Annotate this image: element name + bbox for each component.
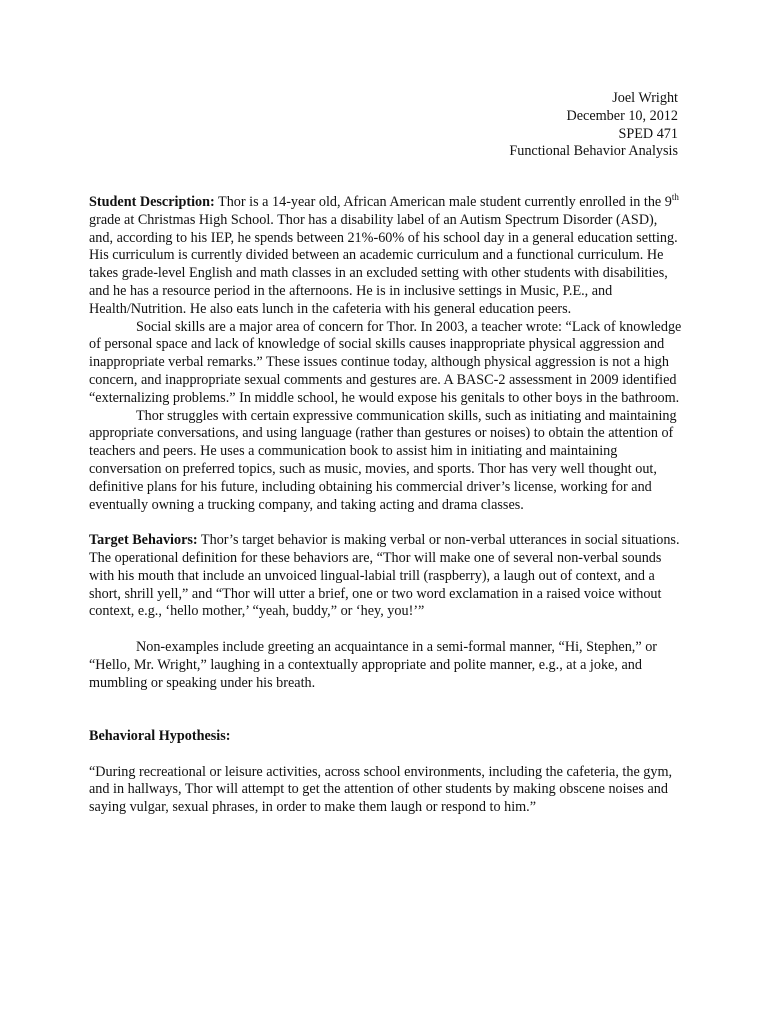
document-body [89, 194, 683, 817]
non-examples-paragraph: Non-examples include greeting an acquaintance in a semi-formal manner, “Hi, Stephen,” or “Hello, Mr. Wright,” laughing in a contextually appropriate and polite manner, e.g., at a joke, and mumbling or speaking under his breath. [89, 638, 658, 691]
course-code: SPED 471 [618, 125, 678, 142]
social-skills-paragraph: Social skills are a major area of concern for Thor. In 2003, a teacher wrote: “Lack of knowledge of personal space and lack of knowledge of social skills causes inappropriate physical aggression and inappropriate verbal remarks.” These issues continue today, although physical aggression is not a high concern, and inappropriate sexual comments and gestures are. A BASC-2 assessment in 2009 identified “externalizing problems.” In middle school, he would expose his genitals to other boys in the bathroom. [89, 318, 682, 406]
document-title: Functional Behavior Analysis [509, 143, 678, 160]
student-description-paragraph [89, 194, 683, 319]
grade-ordinal-superscript: th [671, 192, 679, 202]
behavioral-hypothesis-heading: Behavioral Hypothesis: [89, 727, 231, 744]
author-name: Joel Wright [612, 90, 678, 106]
paragraph-spacer [89, 746, 683, 764]
target-behaviors-heading: Target Behaviors: [89, 532, 198, 549]
document-header [509, 90, 678, 161]
behavioral-hypothesis-text: “During recreational or leisure activities, across school environments, including the cafeteria, the gym, and in hallways, Thor will attempt to get the attention of other students by making obscene noises and saying vulgar, sexual phrases, in order to make them laugh or respond to him.” [89, 763, 673, 816]
paragraph-spacer [89, 692, 683, 728]
student-description-heading: Student Description: [89, 194, 215, 210]
paragraph-spacer [89, 621, 683, 639]
student-description-text-end: grade at Christmas High School. Thor has a disability label of an Autism Spectrum Disorder (ASD), and, according to his IEP, he spends between 21%-60% of his school day in a general education setting. His curriculum is currently divided between an academic curriculum and a functional curriculum. He takes grade-level English and math classes in an excluded setting with other students with disabilities, and he has a resource period in the afternoons. He is in inclusive settings in Music, P.E., and Health/Nutrition. He also eats lunch in the cafeteria with his general education peers. [89, 211, 678, 317]
communication-paragraph: Thor struggles with certain expressive communication skills, such as initiating and maintaining appropriate conversations, and using language (rather than gestures or noises) to obtain the attention of teachers and peers. He uses a communication book to assist him in initiating and maintaining conversation on preferred topics, such as music, movies, and sports. Thor has very well thought out, definitive plans for his future, including obtaining his commercial driver’s license, working for and eventually owning a trucking company, and taking acting and drama classes. [89, 407, 677, 513]
student-description-text-start: Thor is a 14-year old, African American male student currently enrolled in the 9 [214, 194, 672, 210]
target-behaviors-paragraph [89, 532, 683, 621]
document-date: December 10, 2012 [566, 107, 678, 124]
paragraph-spacer [89, 514, 683, 532]
target-behaviors-text: Thor’s target behavior is making verbal or non-verbal utterances in social situations. The operational definition for these behaviors are, “Thor will make one of several non-verbal sounds with his mouth that include an unvoiced lingual-labial trill (raspberry), a laugh out of context, and a short, shrill yell,” and “Thor will utter a brief, one or two word exclamation in a raised voice without context, e.g., ‘hello mother,’ “yeah, buddy,” or ‘hey, you!’” [89, 532, 680, 620]
